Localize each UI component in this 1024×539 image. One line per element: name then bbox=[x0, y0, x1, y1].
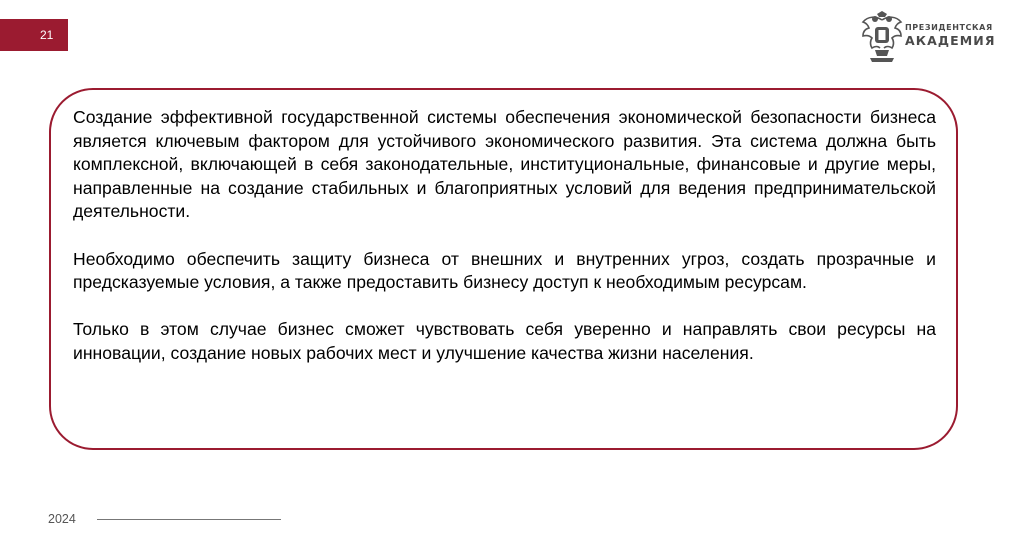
paragraph-1: Создание эффективной государственной системы обеспечения экономической безопасности бизнеса является ключевым фактором для устойчивого экономического развития. Эта система должна быть комплексной, включающей в себя законодательные, институциональные, финансовые и другие меры, направленные на создание стабильных и благоприятных условий для ведения предпринимательской деятельности. bbox=[73, 107, 936, 222]
footer-year: 2024 bbox=[48, 512, 76, 526]
content-box bbox=[49, 88, 958, 450]
academy-logo bbox=[860, 8, 1000, 68]
logo-text bbox=[905, 24, 996, 48]
logo-line-2: АКАДЕМИЯ bbox=[905, 33, 996, 48]
logo-line-1: ПРЕЗИДЕНТСКАЯ bbox=[905, 23, 993, 32]
paragraph-2: Необходимо обеспечить защиту бизнеса от внешних и внутренних угроз, создать прозрачные и предсказуемые условия, а также предоставить бизнесу доступ к необходимым ресурсам. bbox=[73, 248, 936, 293]
page-number: 21 bbox=[40, 28, 54, 42]
double-headed-eagle-icon bbox=[860, 10, 904, 66]
footer-divider bbox=[97, 519, 281, 520]
page-number-badge bbox=[0, 19, 68, 51]
paragraph-3: Только в этом случае бизнес сможет чувствовать себя уверенно и направлять свои ресурсы на инновации, создание новых рабочих мест и улучшение качества жизни населения. bbox=[73, 319, 936, 363]
content-text bbox=[73, 106, 936, 366]
